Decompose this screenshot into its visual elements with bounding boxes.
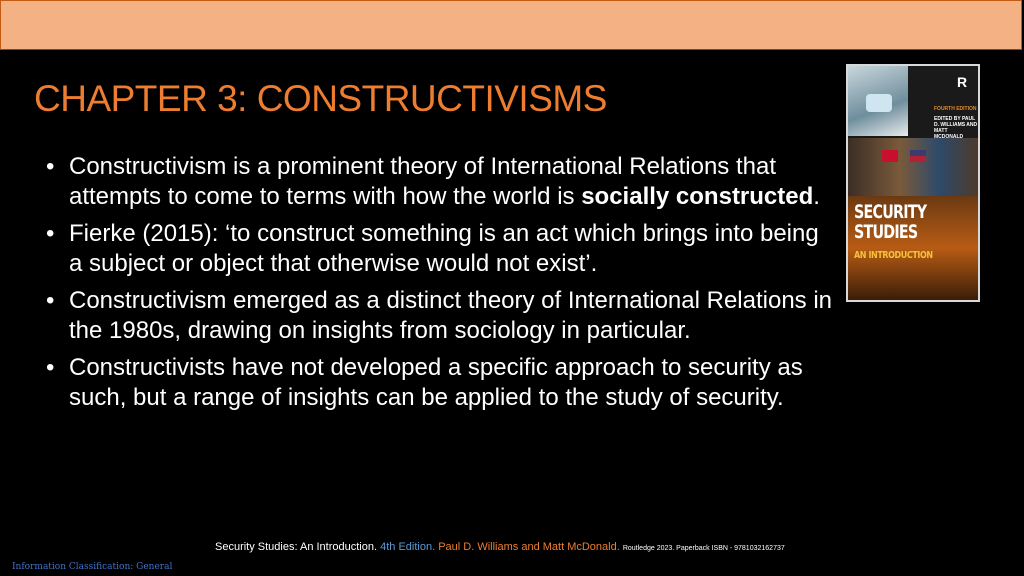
flag-china (882, 150, 898, 162)
cover-subtitle: AN INTRODUCTION (854, 250, 933, 261)
bullet-text: Fierke (2015): ‘to construct something is an act which brings into being a subject or object that otherwise would not exist’. (69, 220, 819, 277)
bullet-text: Constructivism is a prominent theory of International Relations that attempts to come to terms with how the world is (69, 153, 777, 210)
top-bar (0, 0, 1022, 50)
bullet-list (46, 152, 836, 420)
cover-title (854, 202, 926, 242)
citation-authors: Paul D. Williams and Matt McDonald. (438, 541, 620, 553)
bullet-item (46, 353, 836, 412)
cover-title-line1: SECURITY (854, 201, 927, 223)
bullet-text: Constructivists have not developed a specific approach to security as such, but a range of insights can be applied to the study of security. (69, 354, 803, 411)
bullet-marker: • (46, 220, 55, 247)
cover-photo-mask (848, 66, 908, 136)
flag-usa (910, 150, 926, 162)
citation-edition: 4th Edition. (380, 541, 436, 553)
cover-editors: EDITED BY PAUL D. WILLIAMS AND MATT MCDONALD (934, 116, 978, 140)
bullet-item (46, 219, 836, 278)
bullet-item (46, 152, 836, 211)
cover-photo-meeting (848, 138, 978, 196)
cover-title-line2: STUDIES (854, 221, 918, 243)
bullet-marker: • (46, 153, 55, 180)
slide-title: CHAPTER 3: CONSTRUCTIVISMS (34, 78, 607, 119)
bullet-marker: • (46, 287, 55, 314)
bullet-text: Constructivism emerged as a distinct theory of International Relations in the 1980s, drawing on insights from sociology in particular. (69, 287, 833, 344)
book-cover-image (846, 64, 980, 302)
citation (215, 541, 785, 553)
citation-title: Security Studies: An Introduction. (215, 541, 378, 553)
cover-edition: FOURTH EDITION (934, 106, 977, 112)
bullet-marker: • (46, 354, 55, 381)
bullet-item (46, 286, 836, 345)
classification-label: Information Classification: General (12, 562, 173, 572)
citation-publisher: Routledge 2023. Paperback ISBN - 9781032162737 (622, 545, 785, 552)
bullet-text-end: . (813, 182, 820, 210)
bullet-emphasis: socially constructed (581, 182, 814, 210)
publisher-logo: R (956, 74, 968, 90)
